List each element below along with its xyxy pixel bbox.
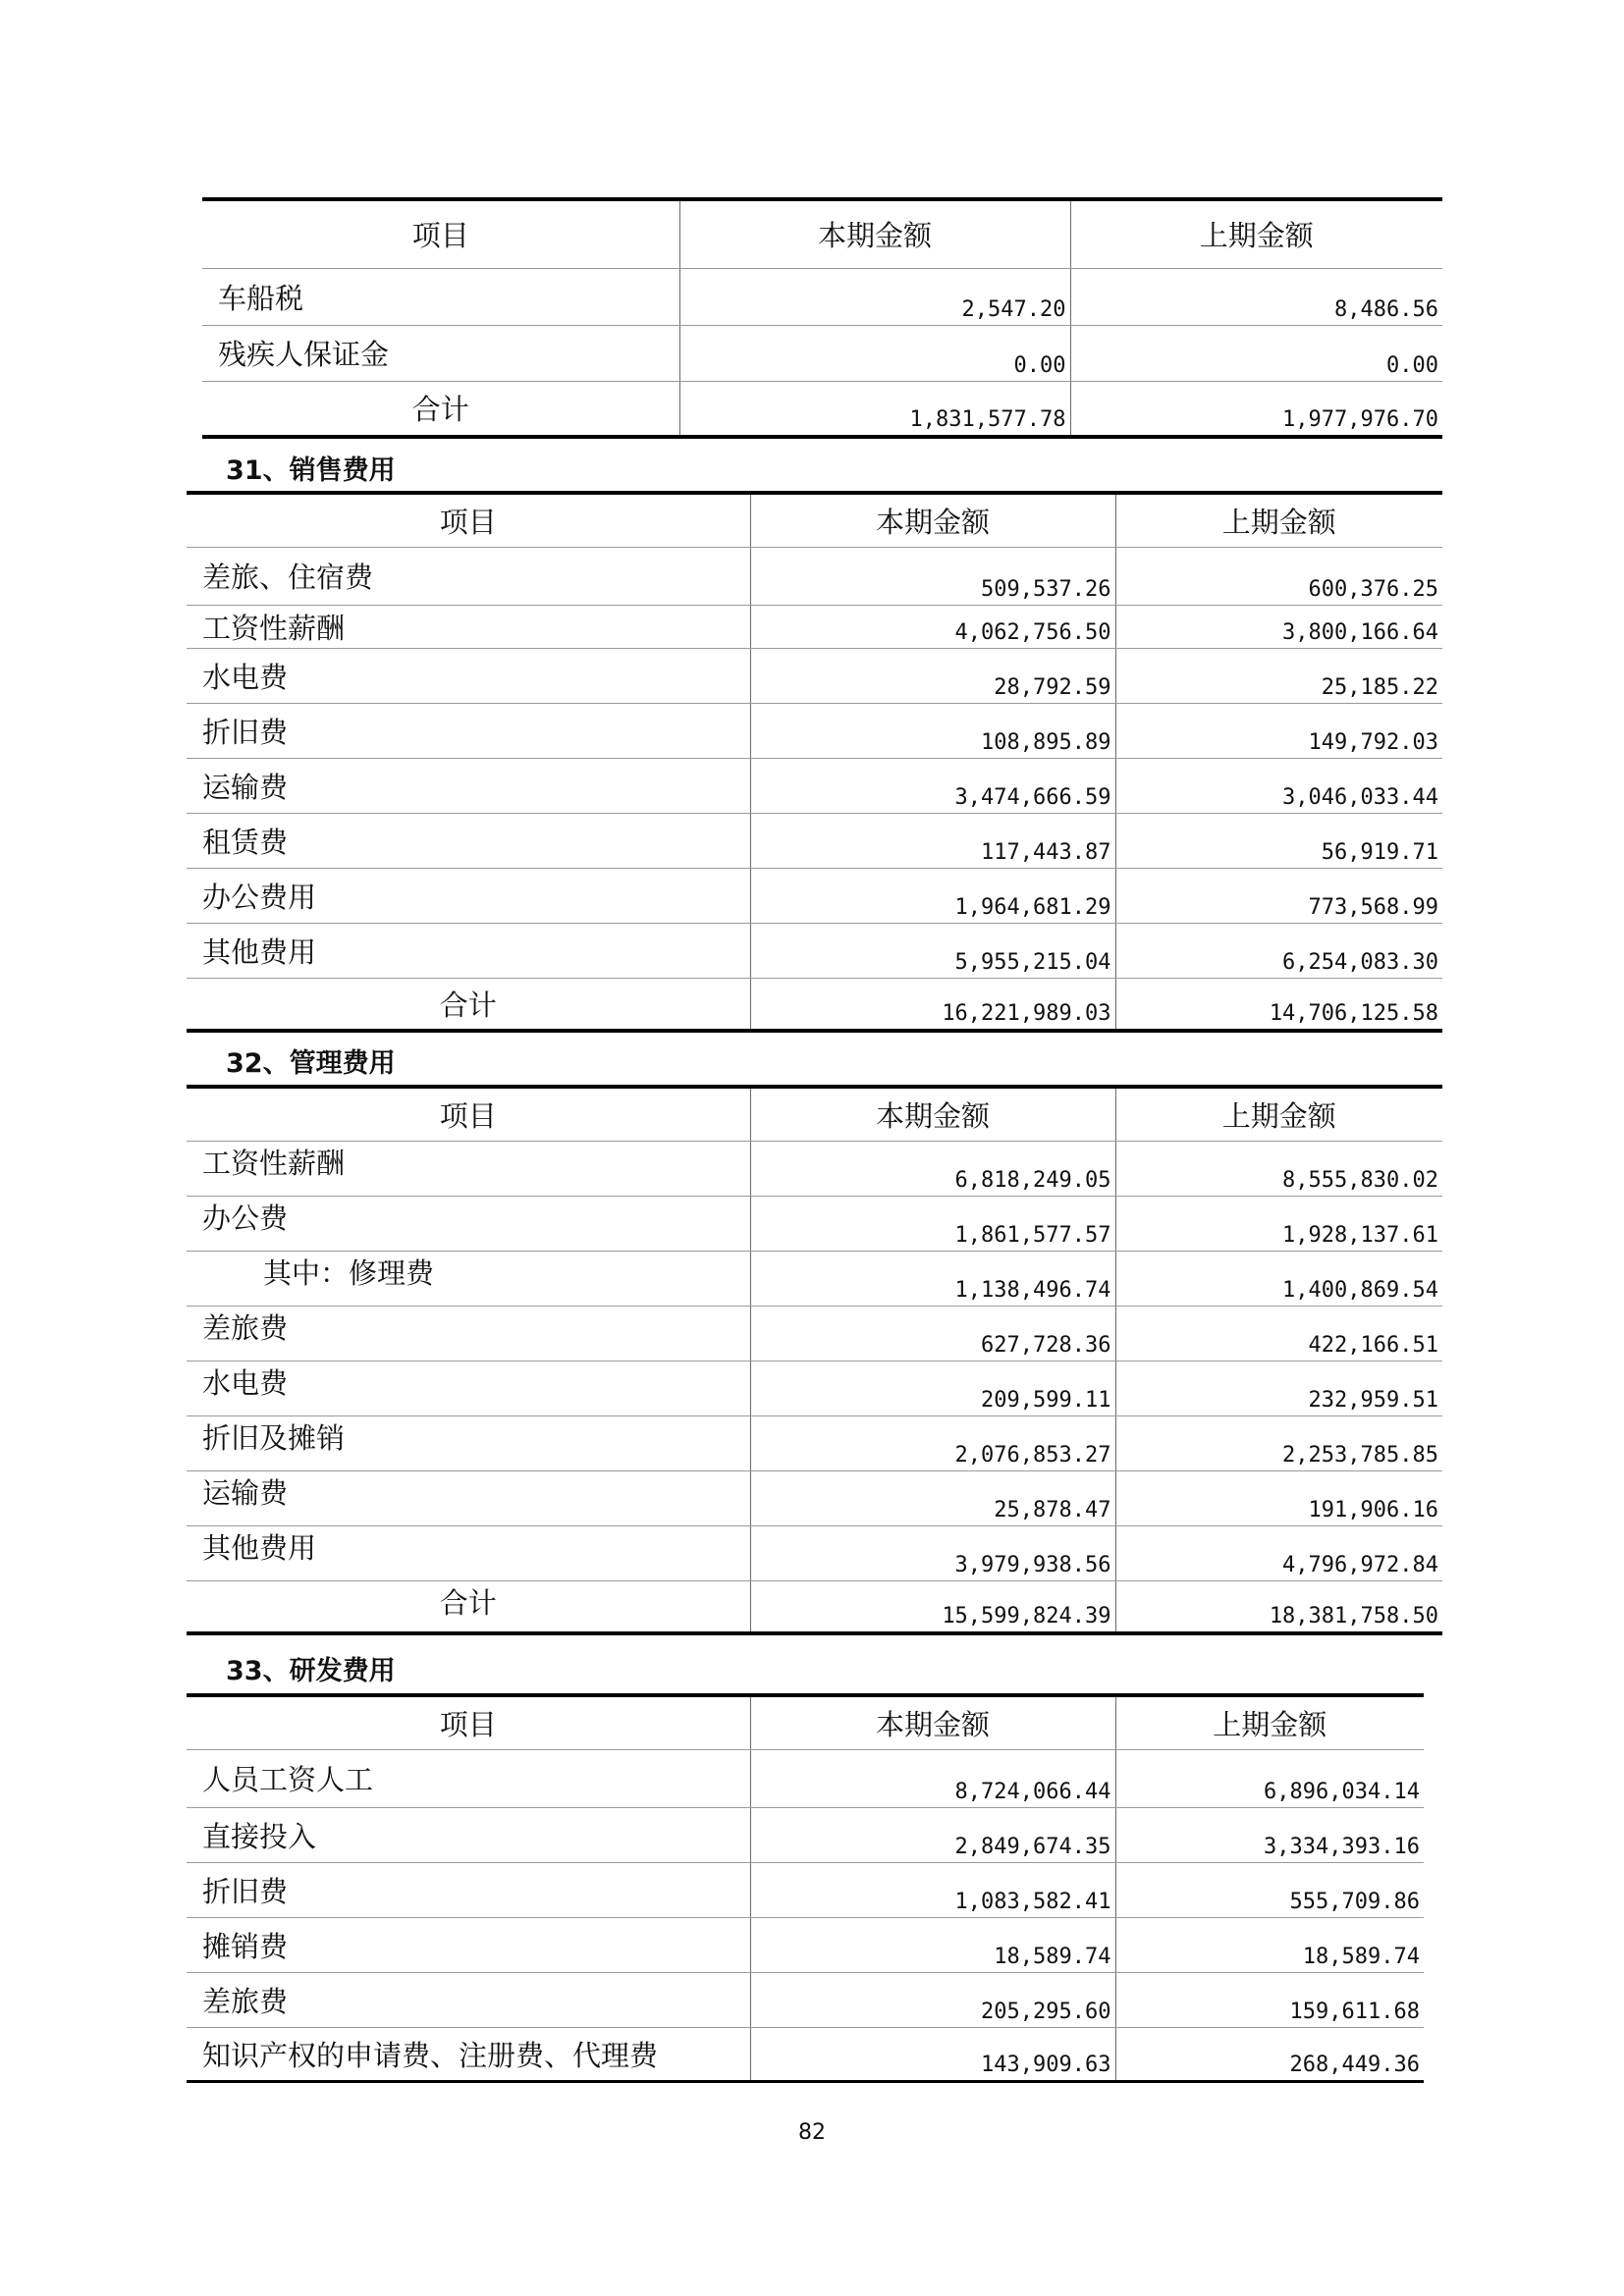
table-row bbox=[187, 1917, 1424, 1972]
table-total-row bbox=[202, 381, 1442, 437]
table-row bbox=[187, 1196, 1442, 1251]
row-item: 差旅费 bbox=[187, 1306, 750, 1361]
row-item: 其中：修理费 bbox=[187, 1251, 750, 1306]
row-item: 残疾人保证金 bbox=[202, 325, 679, 381]
row-item: 折旧费 bbox=[187, 1862, 750, 1917]
row-previous: 268,449.36 bbox=[1115, 2027, 1424, 2081]
table-row bbox=[187, 1862, 1424, 1917]
row-item: 折旧费 bbox=[187, 703, 750, 758]
row-current: 1,138,496.74 bbox=[750, 1251, 1115, 1306]
row-current: 117,443.87 bbox=[750, 813, 1115, 868]
page-number: 82 bbox=[798, 2120, 826, 2145]
row-current: 8,724,066.44 bbox=[750, 1749, 1115, 1807]
row-current: 509,537.26 bbox=[750, 547, 1115, 605]
selling-expense-table bbox=[187, 491, 1442, 1033]
row-item: 人员工资人工 bbox=[187, 1749, 750, 1807]
header-previous: 上期金额 bbox=[1070, 199, 1442, 268]
row-current: 205,295.60 bbox=[750, 1972, 1115, 2027]
row-previous: 8,486.56 bbox=[1070, 268, 1442, 325]
table-row bbox=[187, 1415, 1442, 1470]
row-current: 0.00 bbox=[679, 325, 1070, 381]
table-row bbox=[187, 547, 1442, 605]
table-row bbox=[187, 2027, 1424, 2081]
row-previous: 600,376.25 bbox=[1115, 547, 1442, 605]
row-previous: 191,906.16 bbox=[1115, 1470, 1442, 1525]
row-previous: 18,589.74 bbox=[1115, 1917, 1424, 1972]
row-current: 18,589.74 bbox=[750, 1917, 1115, 1972]
table-row bbox=[187, 1972, 1424, 2027]
row-item: 直接投入 bbox=[187, 1807, 750, 1862]
row-previous: 149,792.03 bbox=[1115, 703, 1442, 758]
row-current: 3,474,666.59 bbox=[750, 758, 1115, 813]
row-current: 4,062,756.50 bbox=[750, 605, 1115, 648]
row-previous: 3,046,033.44 bbox=[1115, 758, 1442, 813]
row-item: 差旅、住宿费 bbox=[187, 547, 750, 605]
row-previous: 0.00 bbox=[1070, 325, 1442, 381]
row-current: 15,599,824.39 bbox=[750, 1580, 1115, 1633]
rnd-expense-table bbox=[187, 1693, 1424, 2083]
row-current: 2,849,674.35 bbox=[750, 1807, 1115, 1862]
section-title-selling: 31、销售费用 bbox=[226, 455, 396, 486]
row-current: 16,221,989.03 bbox=[750, 978, 1115, 1031]
row-current: 5,955,215.04 bbox=[750, 923, 1115, 978]
row-previous: 1,977,976.70 bbox=[1070, 381, 1442, 437]
table-row bbox=[202, 268, 1442, 325]
row-previous: 3,334,393.16 bbox=[1115, 1807, 1424, 1862]
row-current: 2,547.20 bbox=[679, 268, 1070, 325]
row-current: 1,964,681.29 bbox=[750, 868, 1115, 923]
table-total-row bbox=[187, 1580, 1442, 1633]
row-item: 工资性薪酬 bbox=[187, 1141, 750, 1196]
row-previous: 1,400,869.54 bbox=[1115, 1251, 1442, 1306]
row-current: 108,895.89 bbox=[750, 703, 1115, 758]
row-current: 2,076,853.27 bbox=[750, 1415, 1115, 1470]
row-item: 其他费用 bbox=[187, 923, 750, 978]
table-header-row bbox=[187, 1695, 1424, 1749]
header-current: 本期金额 bbox=[750, 1695, 1115, 1749]
row-item: 合计 bbox=[439, 1585, 497, 1620]
table-row bbox=[187, 813, 1442, 868]
row-previous: 773,568.99 bbox=[1115, 868, 1442, 923]
row-current: 25,878.47 bbox=[750, 1470, 1115, 1525]
row-previous: 25,185.22 bbox=[1115, 648, 1442, 703]
table-row bbox=[187, 868, 1442, 923]
row-current: 6,818,249.05 bbox=[750, 1141, 1115, 1196]
row-current: 28,792.59 bbox=[750, 648, 1115, 703]
row-current: 627,728.36 bbox=[750, 1306, 1115, 1361]
row-previous: 232,959.51 bbox=[1115, 1361, 1442, 1415]
row-previous: 422,166.51 bbox=[1115, 1306, 1442, 1361]
admin-expense-table bbox=[187, 1085, 1442, 1635]
row-previous: 14,706,125.58 bbox=[1115, 978, 1442, 1031]
row-previous: 6,896,034.14 bbox=[1115, 1749, 1424, 1807]
table-row bbox=[187, 1141, 1442, 1196]
row-previous: 555,709.86 bbox=[1115, 1862, 1424, 1917]
row-item: 合计 bbox=[411, 393, 469, 427]
row-previous: 56,919.71 bbox=[1115, 813, 1442, 868]
header-current: 本期金额 bbox=[750, 1087, 1115, 1141]
table-row bbox=[187, 1306, 1442, 1361]
row-item: 办公费 bbox=[187, 1196, 750, 1251]
section-title-rnd: 33、研发费用 bbox=[226, 1656, 396, 1686]
row-item: 知识产权的申请费、注册费、代理费 bbox=[202, 2038, 659, 2072]
tax-table bbox=[202, 197, 1442, 439]
header-current: 本期金额 bbox=[750, 493, 1115, 547]
row-previous: 3,800,166.64 bbox=[1115, 605, 1442, 648]
table-row bbox=[202, 325, 1442, 381]
header-previous: 上期金额 bbox=[1115, 493, 1442, 547]
row-previous: 2,253,785.85 bbox=[1115, 1415, 1442, 1470]
table-row bbox=[187, 1361, 1442, 1415]
row-item: 车船税 bbox=[202, 268, 679, 325]
table-header-row bbox=[187, 493, 1442, 547]
table-header-row bbox=[187, 1087, 1442, 1141]
table-row bbox=[187, 758, 1442, 813]
header-item: 项目 bbox=[187, 1087, 750, 1141]
row-item: 折旧及摊销 bbox=[187, 1415, 750, 1470]
header-previous: 上期金额 bbox=[1115, 1087, 1442, 1141]
table-row bbox=[187, 1251, 1442, 1306]
row-item: 运输费 bbox=[187, 758, 750, 813]
header-current: 本期金额 bbox=[679, 199, 1070, 268]
row-previous: 4,796,972.84 bbox=[1115, 1525, 1442, 1580]
row-previous: 1,928,137.61 bbox=[1115, 1196, 1442, 1251]
table-header-row bbox=[202, 199, 1442, 268]
header-item: 项目 bbox=[187, 493, 750, 547]
row-current: 209,599.11 bbox=[750, 1361, 1115, 1415]
row-current: 143,909.63 bbox=[750, 2027, 1115, 2081]
table-row bbox=[187, 703, 1442, 758]
table-row bbox=[187, 648, 1442, 703]
row-item: 办公费用 bbox=[187, 868, 750, 923]
header-item: 项目 bbox=[187, 1695, 750, 1749]
row-previous: 159,611.68 bbox=[1115, 1972, 1424, 2027]
row-item: 摊销费 bbox=[187, 1917, 750, 1972]
row-item: 租赁费 bbox=[187, 813, 750, 868]
row-item: 差旅费 bbox=[187, 1972, 750, 2027]
row-current: 1,083,582.41 bbox=[750, 1862, 1115, 1917]
row-item: 工资性薪酬 bbox=[187, 605, 750, 648]
header-previous: 上期金额 bbox=[1115, 1695, 1424, 1749]
row-current: 1,861,577.57 bbox=[750, 1196, 1115, 1251]
section-title-admin: 32、管理费用 bbox=[226, 1048, 396, 1079]
row-item: 水电费 bbox=[187, 648, 750, 703]
row-item: 水电费 bbox=[187, 1361, 750, 1415]
table-row bbox=[187, 1749, 1424, 1807]
header-item: 项目 bbox=[202, 199, 679, 268]
row-previous: 18,381,758.50 bbox=[1115, 1580, 1442, 1633]
row-item: 其他费用 bbox=[187, 1525, 750, 1580]
table-row bbox=[187, 1807, 1424, 1862]
row-current: 1,831,577.78 bbox=[679, 381, 1070, 437]
row-item: 合计 bbox=[439, 988, 497, 1022]
table-total-row bbox=[187, 978, 1442, 1031]
table-row bbox=[187, 1525, 1442, 1580]
row-item: 运输费 bbox=[187, 1470, 750, 1525]
row-current: 3,979,938.56 bbox=[750, 1525, 1115, 1580]
table-row bbox=[187, 923, 1442, 978]
row-previous: 8,555,830.02 bbox=[1115, 1141, 1442, 1196]
row-previous: 6,254,083.30 bbox=[1115, 923, 1442, 978]
table-row bbox=[187, 605, 1442, 648]
table-row bbox=[187, 1470, 1442, 1525]
